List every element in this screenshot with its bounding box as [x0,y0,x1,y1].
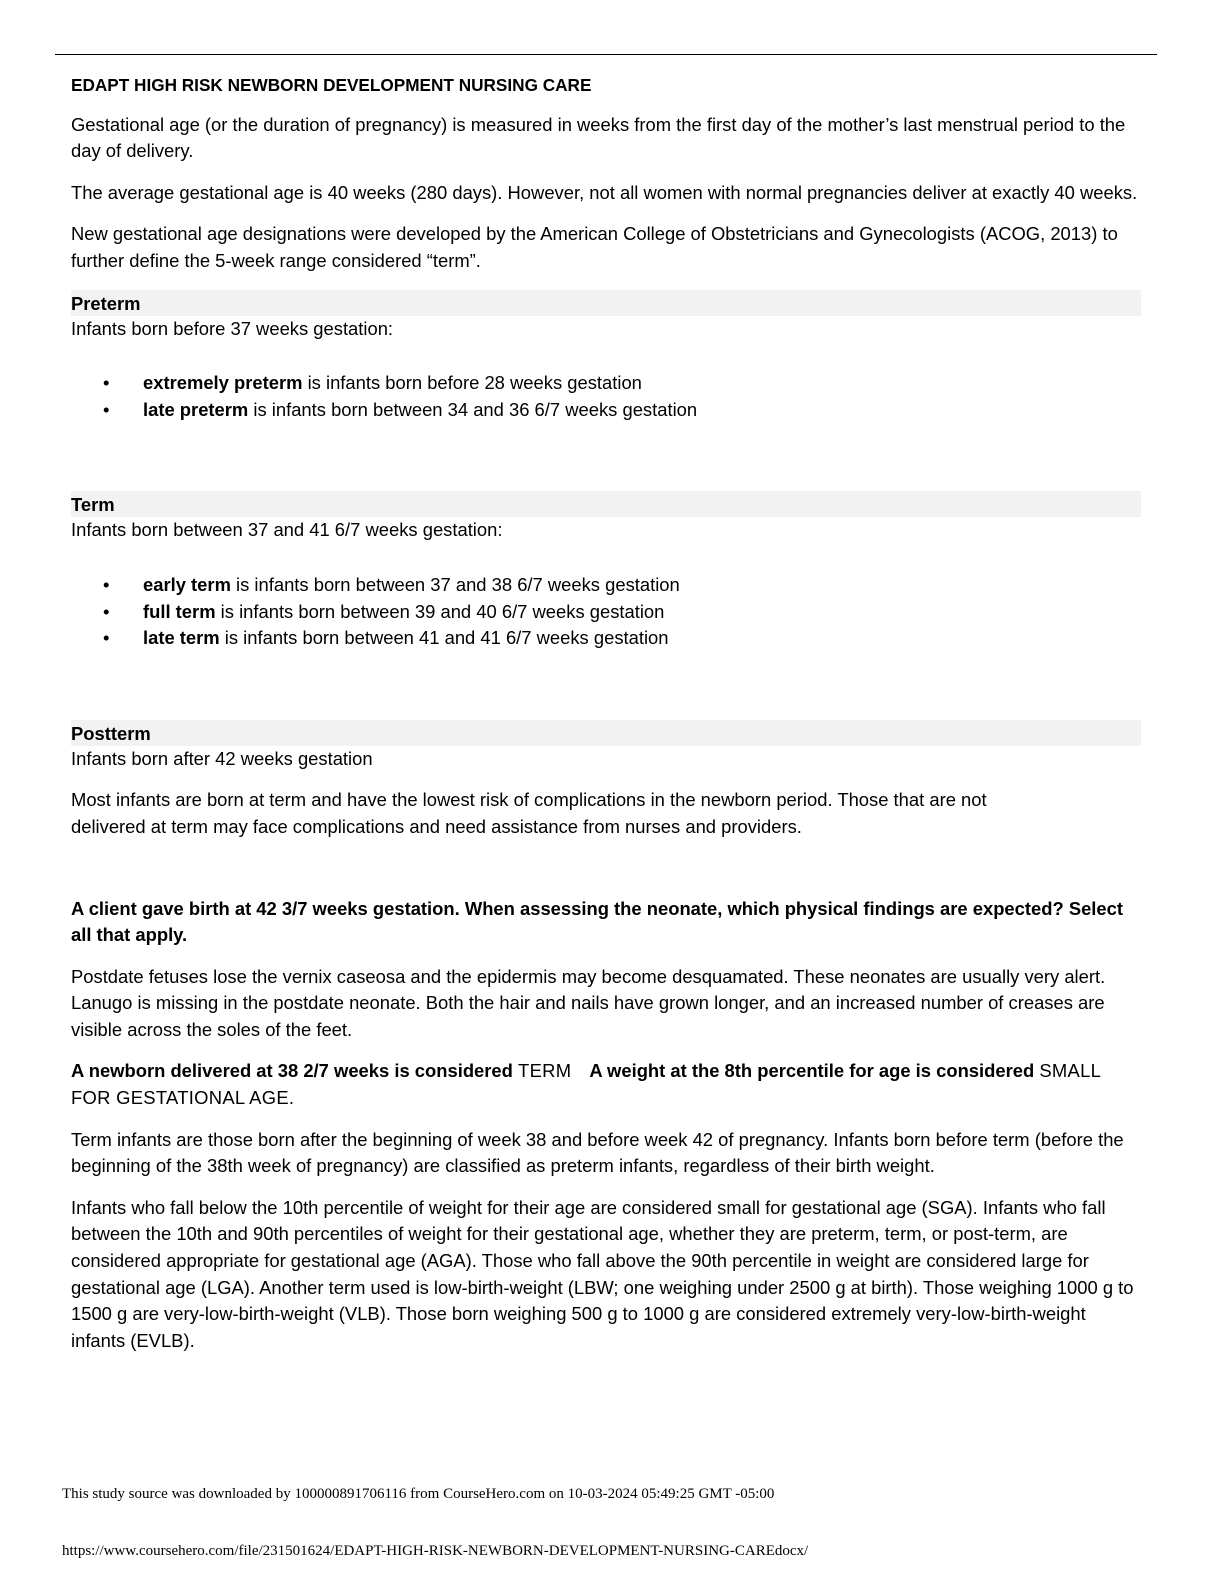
summary-paragraph: Most infants are born at term and have the lowest risk of complications in the newborn period. Those that are not delivered at term may face complications and need assistance from nurses and providers. [71,789,987,837]
intro-paragraph-2: The average gestational age is 40 weeks (280 days). However, not all women with normal pregnancies deliver at exactly 40 weeks. [71,181,1138,203]
list-item-term: full term [143,600,216,622]
preterm-list [71,370,1141,423]
header-rule [55,54,1157,55]
list-item-text: is infants born between 39 and 40 6/7 weeks gestation [215,600,665,622]
intro-paragraph-1: Gestational age (or the duration of pregnancy) is measured in weeks from the first day of the mother’s last menstrual period to the day of delivery. [71,113,1126,162]
explanation-paragraph-2: Infants who fall below the 10th percentile of weight for their age are considered small for gestational age (SGA). Infants who fall between the 10th and 90th percentiles of weight for their gestational age, whether they are preterm, term, or post-term, are considered appropriate for gestational age (AGA). Those who fall above the 90th percentile in weight are considered large for gestational age (LGA). Another term used is low-birth-weight (LBW; one weighing under 2500 g at birth). Those weighing 1000 g to 1500 g are very-low-birth-weight (VLB). Those born weighing 500 g to 1000 g are considered extremely very-low-birth-weight infants (EVLB). [71,1196,1134,1351]
explanation-paragraph-1: Term infants are those born after the beginning of week 38 and before week 42 of pregnancy. Infants born before term (before the beginning of the 38th week of pregnancy) are classified as preterm infants, regardless of their birth weight. [71,1128,1124,1177]
question-1: A client gave birth at 42 3/7 weeks gestation. When assessing the neonate, which physical findings are expected? Select all that apply. [71,897,1124,946]
footer-source-note: This study source was downloaded by 100000891706116 from CourseHero.com on 10-03-2024 05:49:25 GMT -05:00 [62,1486,775,1502]
question-2-answer-a: TERM [518,1060,572,1082]
term-list [71,572,1141,652]
section-heading-preterm: Preterm [71,290,1141,316]
question-2-answer-b: SMALL FOR GESTATIONAL AGE. [71,1060,1101,1109]
list-item-term: late term [143,627,220,649]
bullet-icon: • [103,573,110,595]
footer-url[interactable]: https://www.coursehero.com/file/231501624/EDAPT-HIGH-RISK-NEWBORN-DEVELOPMENT-NURSING-CAREdocx/ [62,1543,809,1559]
list-item-term: late preterm [143,398,249,420]
section-text-postterm: Infants born after 42 weeks gestation [71,747,373,769]
list-item-term: early term [143,573,231,595]
list-item-text: is infants born before 28 weeks gestation [302,372,642,394]
list-item-text: is infants born between 34 and 36 6/7 weeks gestation [248,398,698,420]
question-2-prompt-b: A weight at the 8th percentile for age is considered [589,1060,1035,1082]
question-2 [71,1058,1141,1111]
list-item [71,625,1141,652]
bullet-icon: • [103,372,110,394]
list-item-term: extremely preterm [143,372,303,394]
bullet-icon: • [103,600,110,622]
list-item [71,572,1141,599]
list-item [71,370,1141,397]
intro-paragraph-3: New gestational age designations were developed by the American College of Obstetricians and Gynecologists (ACOG, 2013) to further define the 5-week range considered “term”. [71,223,1118,271]
bullet-icon: • [103,398,110,420]
list-item [71,397,1141,424]
question-2-prompt-a: A newborn delivered at 38 2/7 weeks is considered [71,1060,513,1082]
section-heading-postterm: Postterm [71,720,1141,746]
list-item-text: is infants born between 41 and 41 6/7 weeks gestation [219,627,669,649]
list-item [71,599,1141,626]
answer-1: Postdate fetuses lose the vernix caseosa and the epidermis may become desquamated. These neonates are usually very alert. Lanugo is missing in the postdate neonate. Both the hair and nails have grown longer, and an increased number of creases are visible across the soles of the feet. [71,965,1106,1040]
list-item-text: is infants born between 37 and 38 6/7 weeks gestation [230,573,680,595]
document-title: EDAPT HIGH RISK NEWBORN DEVELOPMENT NURSING CARE [71,75,592,95]
document-body [71,72,1141,1369]
section-heading-term: Term [71,491,1141,517]
bullet-icon: • [103,627,110,649]
section-text-preterm: Infants born before 37 weeks gestation: [71,317,394,339]
section-text-term: Infants born between 37 and 41 6/7 weeks gestation: [71,519,503,541]
